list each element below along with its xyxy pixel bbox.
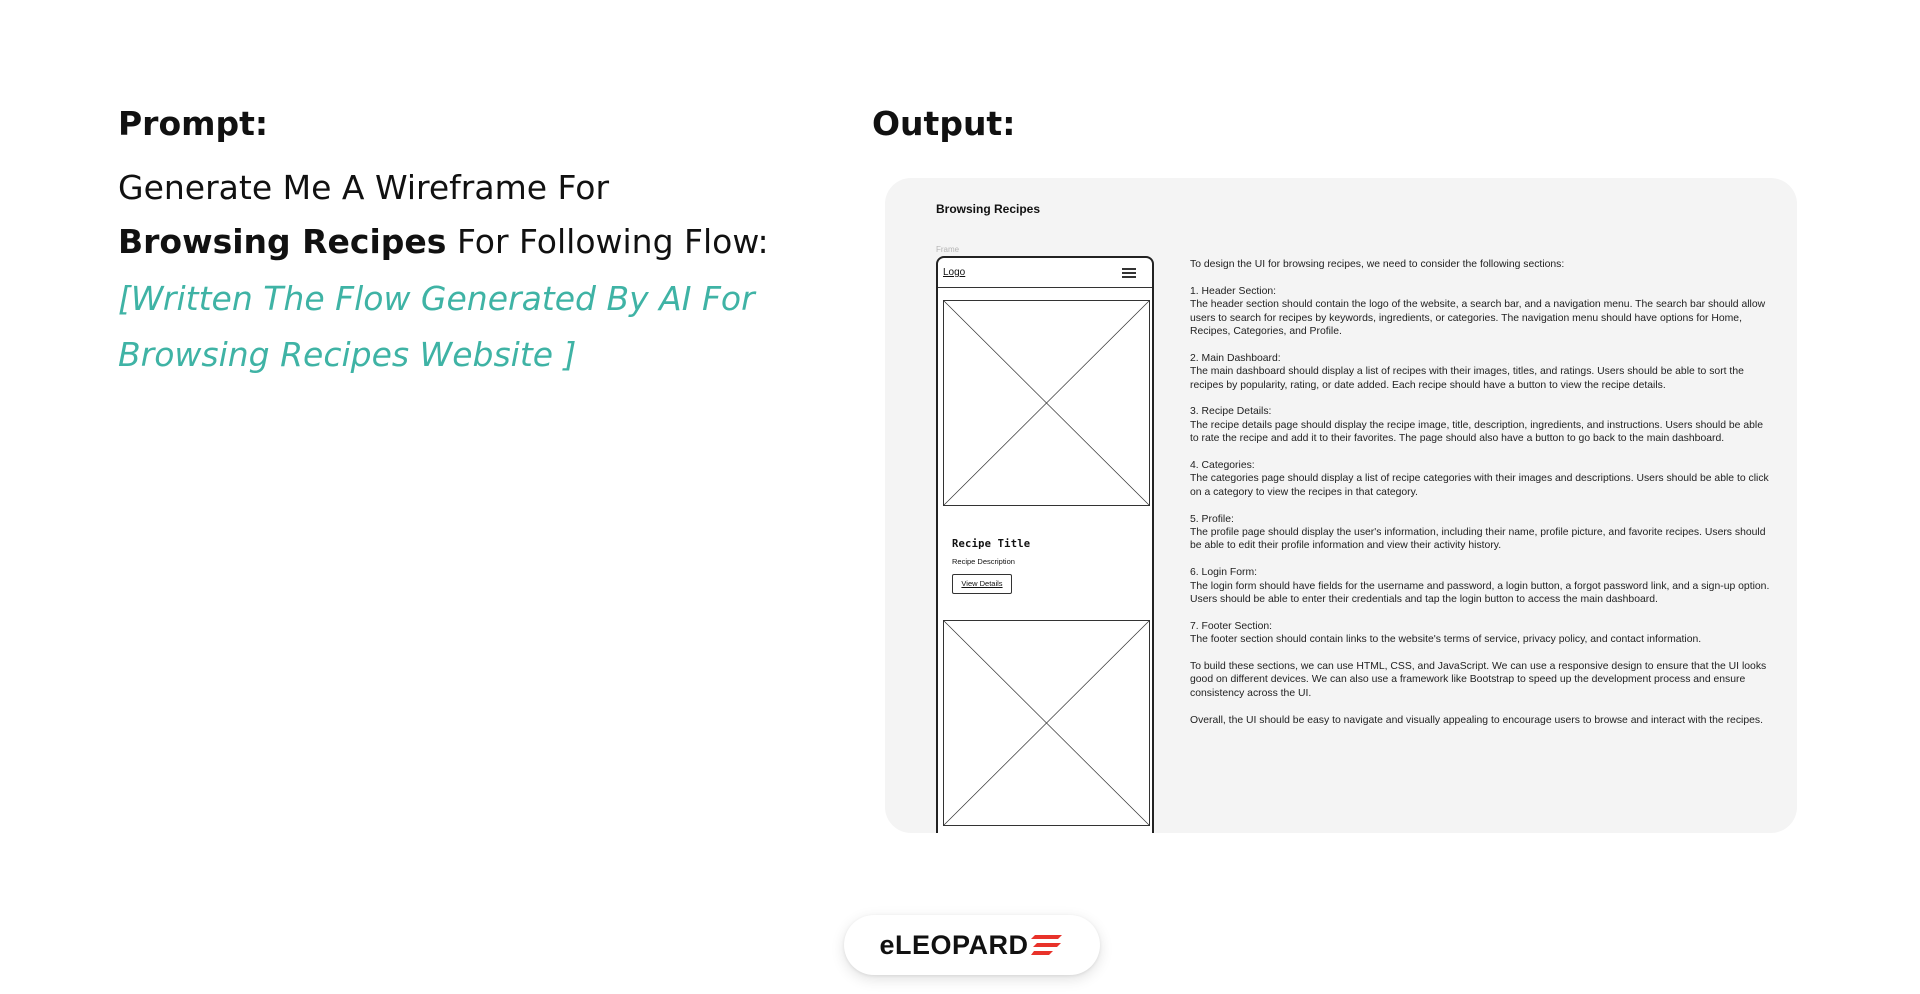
section-body: The header section should contain the logo of the website, a search bar, and a navigation menu. The search bar should allow users to search for recipes by keywords, ingredients, or categories. The navigation menu should have options for Home, Recipes, Categories, and Profile. bbox=[1190, 299, 1766, 338]
section-block bbox=[1190, 566, 1770, 606]
prompt-line-1: Generate Me A Wireframe For bbox=[118, 168, 610, 207]
wireframe-logo: Logo bbox=[943, 267, 966, 278]
image-placeholder-icon bbox=[943, 620, 1150, 826]
prompt-section bbox=[118, 104, 798, 381]
recipe-title: Recipe Title bbox=[952, 538, 1031, 550]
section-body: The login form should have fields for the username and password, a login button, a forgot password link, and a sign-up option. Users should be able to enter their credentials and tap the login button to access the main dashboard. bbox=[1190, 580, 1770, 606]
closing-text: To build these sections, we can use HTML, CSS, and JavaScript. We can use a responsive design to ensure that the UI looks good on different devices. We can also use a framework like Bootstrap to speed up the development process and ensure consistency across the UI. bbox=[1190, 661, 1767, 699]
section-block bbox=[1190, 513, 1770, 553]
prompt-emphasis: Browsing Recipes bbox=[118, 222, 447, 261]
section-title: 3. Recipe Details: bbox=[1190, 406, 1272, 418]
section-body: The footer section should contain links to the website's terms of service, privacy policy, and contact information. bbox=[1190, 634, 1702, 646]
brand-badge bbox=[844, 915, 1100, 975]
ui-description bbox=[1190, 258, 1770, 740]
section-title: 7. Footer Section: bbox=[1190, 620, 1273, 632]
section-body: The profile page should display the user's information, including their name, profile picture, and favorite recipes. Users should be able to edit their profile information and view their activity history. bbox=[1190, 527, 1766, 552]
section-title: 2. Main Dashboard: bbox=[1190, 352, 1281, 364]
wireframe-header bbox=[938, 258, 1152, 288]
recipe-description: Recipe Description bbox=[952, 557, 1015, 566]
section-block bbox=[1190, 285, 1770, 339]
output-heading: Output: bbox=[872, 104, 1016, 143]
section-block bbox=[1190, 459, 1770, 499]
brand-name: eLEOPARD bbox=[879, 929, 1029, 960]
closing-text: Overall, the UI should be easy to navigate and visually appealing to encourage users to browse and interact with the recipes. bbox=[1190, 714, 1763, 726]
prompt-teal-1: [Written The Flow Generated By AI For bbox=[118, 279, 755, 318]
hamburger-menu-icon bbox=[1122, 268, 1136, 278]
prompt-line-2-rest: For Following Flow: bbox=[446, 222, 769, 261]
intro-text: To design the UI for browsing recipes, we need to consider the following sections: bbox=[1190, 259, 1565, 270]
prompt-line-2 bbox=[118, 215, 798, 269]
output-panel bbox=[885, 178, 1797, 833]
prompt-teal-2: Browsing Recipes Website ] bbox=[118, 335, 577, 374]
section-block bbox=[1190, 620, 1770, 647]
section-title: 1. Header Section: bbox=[1190, 285, 1277, 297]
section-title: 5. Profile: bbox=[1190, 513, 1234, 525]
section-body: The main dashboard should display a list of recipes with their images, titles, and ratings. Users should be able to sort the recipes by popularity, rating, or date added. Each recipe should have a button to view the recipe details. bbox=[1190, 366, 1744, 391]
frame-label: Frame bbox=[936, 245, 960, 254]
section-block bbox=[1190, 352, 1770, 392]
view-details-button[interactable]: View Details bbox=[952, 574, 1012, 594]
image-placeholder-icon bbox=[943, 300, 1150, 506]
section-body: The categories page should display a list of recipe categories with their images and descriptions. Users should be able to click on a category to view the recipes in that category. bbox=[1190, 473, 1769, 498]
prompt-heading: Prompt: bbox=[118, 104, 269, 143]
speed-stripes-icon bbox=[1031, 932, 1065, 958]
wireframe-phone bbox=[936, 256, 1154, 833]
section-title: 6. Login Form: bbox=[1190, 567, 1257, 579]
section-title: 4. Categories: bbox=[1190, 460, 1255, 472]
panel-title: Browsing Recipes bbox=[936, 202, 1041, 216]
section-block bbox=[1190, 405, 1770, 445]
section-body: The recipe details page should display the recipe image, title, description, ingredients, and instructions. Users should be able to rate the recipe and add it to their favorites. The page should also have a button to go back to the main dashboard. bbox=[1190, 419, 1763, 445]
